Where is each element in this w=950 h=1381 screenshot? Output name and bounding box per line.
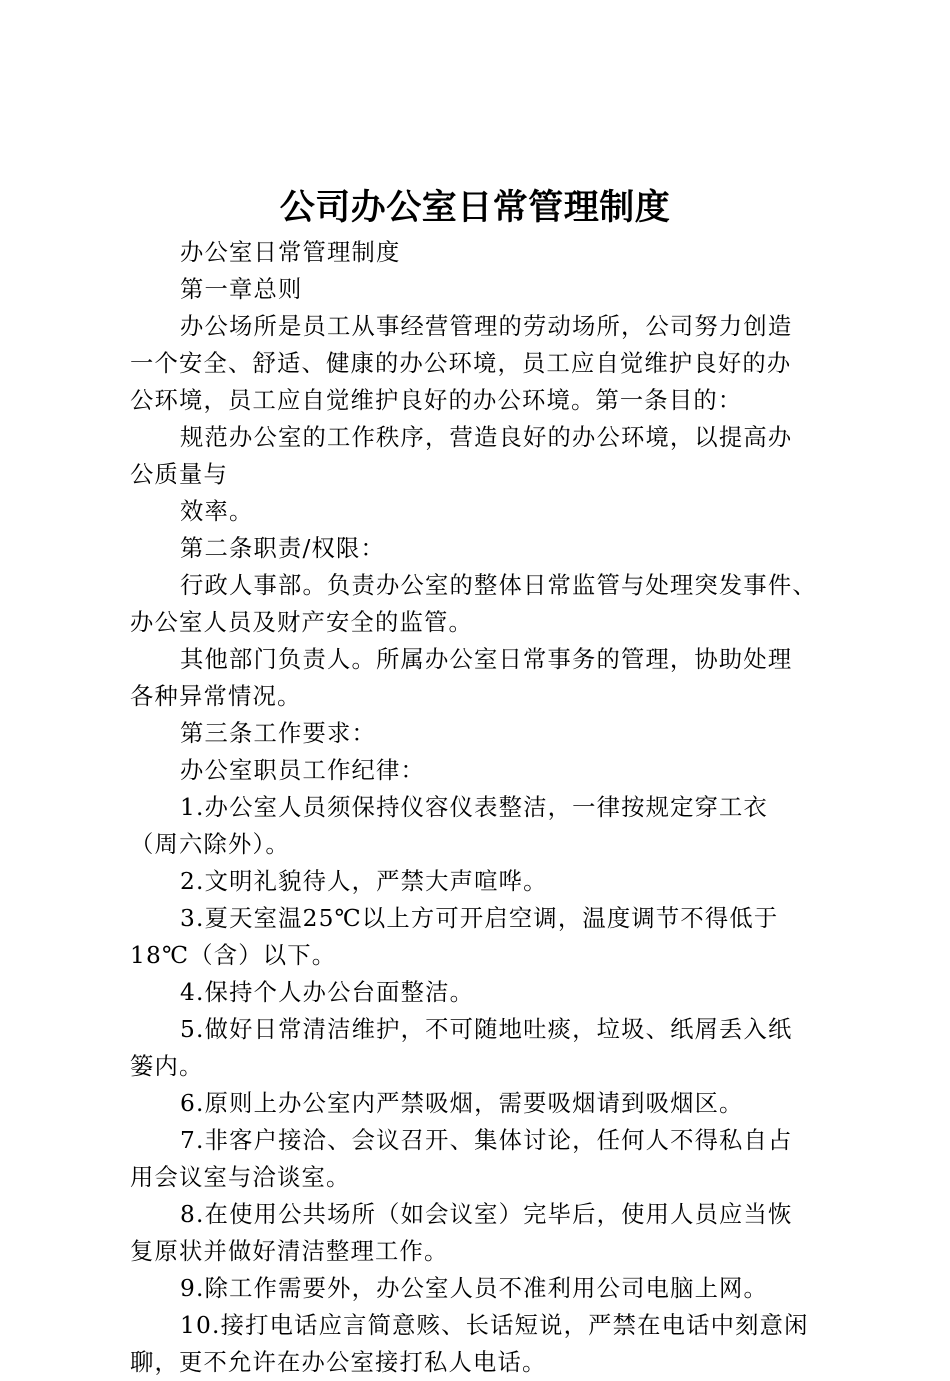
paragraph xyxy=(130,641,830,715)
paragraph xyxy=(130,419,830,493)
list-item xyxy=(130,1270,830,1307)
paragraph-line: 7.非客户接洽、会议召开、集体讨论，任何人不得私自占 xyxy=(180,1127,793,1154)
paragraph-line: 办公室人员及财产安全的监管。 xyxy=(130,609,473,636)
paragraph-line: 办公室日常管理制度 xyxy=(180,239,401,266)
list-item xyxy=(130,974,830,1011)
article-heading xyxy=(130,715,830,752)
list-item xyxy=(130,1196,830,1270)
list-item xyxy=(130,863,830,900)
paragraph xyxy=(130,493,830,530)
paragraph-line: 办公场所是员工从事经营管理的劳动场所，公司努力创造 xyxy=(180,313,793,340)
paragraph-line: 4.保持个人办公台面整洁。 xyxy=(180,979,475,1006)
paragraph-line: 9.除工作需要外，办公室人员不准利用公司电脑上网。 xyxy=(180,1275,769,1302)
list-item xyxy=(130,1307,830,1381)
paragraph-line: 效率。 xyxy=(180,498,254,525)
paragraph-line: 规范办公室的工作秩序，营造良好的办公环境，以提高办 xyxy=(180,424,793,451)
paragraph xyxy=(130,234,830,271)
paragraph-line: 3.夏天室温25℃以上方可开启空调，温度调节不得低于 xyxy=(180,905,779,932)
document-body xyxy=(130,234,830,1381)
paragraph-line: 复原状并做好清洁整理工作。 xyxy=(130,1238,449,1265)
paragraph-line: 用会议室与洽谈室。 xyxy=(130,1164,351,1191)
paragraph-line: 第三条工作要求： xyxy=(180,720,376,747)
paragraph-line: 行政人事部。负责办公室的整体日常监管与处理突发事件、 xyxy=(180,572,817,599)
paragraph-line: 18℃（含）以下。 xyxy=(130,942,337,969)
paragraph-line: 6.原则上办公室内严禁吸烟，需要吸烟请到吸烟区。 xyxy=(180,1090,744,1117)
chapter-heading xyxy=(130,271,830,308)
paragraph-line: （周六除外）。 xyxy=(130,831,290,858)
paragraph-line: 各种异常情况。 xyxy=(130,683,302,710)
paragraph-line: 1.办公室人员须保持仪容仪表整洁，一律按规定穿工衣 xyxy=(180,794,769,821)
paragraph xyxy=(130,308,830,419)
paragraph-line: 10.接打电话应言简意赅、长话短说，严禁在电话中刻意闲 xyxy=(180,1312,809,1339)
list-item xyxy=(130,900,830,974)
paragraph-line: 2.文明礼貌待人，严禁大声喧哗。 xyxy=(180,868,548,895)
list-item xyxy=(130,1085,830,1122)
section-heading xyxy=(130,752,830,789)
list-item xyxy=(130,789,830,863)
document-title: 公司办公室日常管理制度 xyxy=(279,188,671,228)
paragraph-line: 办公室职员工作纪律： xyxy=(180,757,425,784)
paragraph-line: 一个安全、舒适、健康的办公环境，员工应自觉维护良好的办 xyxy=(130,350,792,377)
paragraph-line: 篓内。 xyxy=(130,1053,204,1080)
paragraph-line: 第一章总则 xyxy=(180,276,303,303)
article-heading xyxy=(130,530,830,567)
paragraph-line: 第二条职责/权限： xyxy=(180,535,386,562)
paragraph-line: 8.在使用公共场所（如会议室）完毕后，使用人员应当恢 xyxy=(180,1201,793,1228)
list-item xyxy=(130,1011,830,1085)
list-item xyxy=(130,1122,830,1196)
paragraph xyxy=(130,567,830,641)
paragraph-line: 公质量与 xyxy=(130,461,228,488)
paragraph-line: 聊，更不允许在办公室接打私人电话。 xyxy=(130,1349,547,1376)
paragraph-line: 公环境，员工应自觉维护良好的办公环境。第一条目的： xyxy=(130,387,743,414)
paragraph-line: 其他部门负责人。所属办公室日常事务的管理，协助处理 xyxy=(180,646,793,673)
paragraph-line: 5.做好日常清洁维护，不可随地吐痰，垃圾、纸屑丢入纸 xyxy=(180,1016,793,1043)
